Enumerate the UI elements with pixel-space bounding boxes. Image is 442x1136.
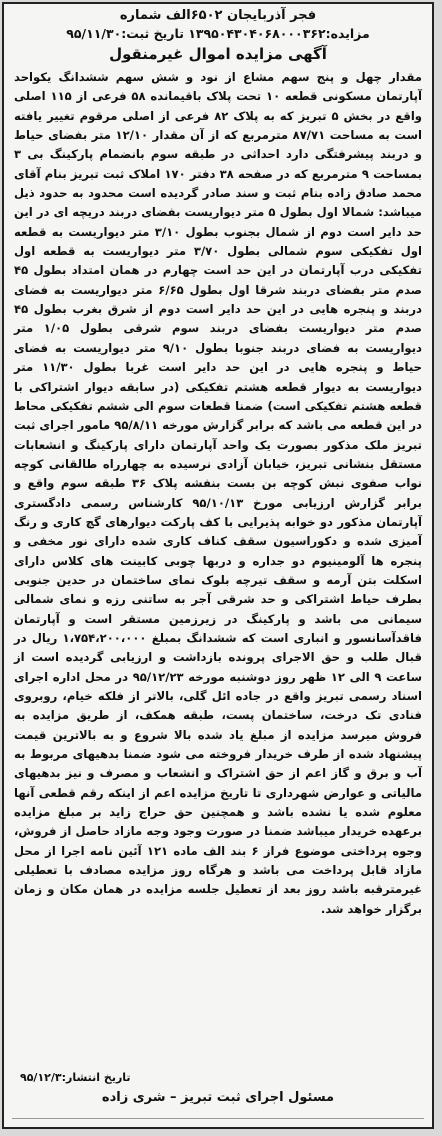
notice-title: آگهی مزایده اموال غیرمنقول	[109, 45, 327, 63]
bottom-divider	[12, 1118, 424, 1119]
auction-number-line: مزایده:۱۳۹۵۰۴۳۰۴۰۶۸۰۰۰۳۶۲ تاریخ ثبت:۹۵/۱۱/۳۰	[66, 26, 370, 41]
publish-date: تاریخ انتشار:۹۵/۱۲/۳	[20, 1071, 131, 1084]
auction-notice-clipping	[2, 2, 434, 1129]
newspaper-issue-line: فجر آذربایجان ۶۵۰۲الف شماره	[119, 8, 317, 23]
signature-line: مسئول اجرای ثبت تبریز – شری زاده	[101, 1090, 335, 1105]
notice-body: مقدار چهل و پنج سهم مشاع از نود و شش سهم ششدانگ یکواحد آپارتمان مسکونی قطعه ۱۰ تحت پلاک باقیمانده ۵۸ فرعی از ۱۱۵ اصلی واقع در بخش ۵ تبریز که به پلاک ۸۲ فرعی از اصلی مرقوم تغییر یافته است به مساحت ۸۷/۷۱ مترمربع که از آن مقدار ۱۲/۱۰ متر بفضای حیاط و دربند پیشرفتگی دارد احداثی در طبقه سوم بانضمام پارکینگ بی ۳ بمساحت ۹ مترمربع که در صفحه ۳۸ دفتر ۱۷۰ املاک ثبت تبریز بنام آقای محمد صادق زاده بنام ثبت و سند صادر گردیده است محدود به حدود ذیل میباشد: شمالا اول بطول ۵ متر دیواریست بفضای دربند دریچه ای در این حد دایر است دوم از شمال بجنوب بطول ۳/۱۰ متر دیواریست به قطعه اول تفکیکی سوم شمالی بطول ۳/۷۰ متر دیواریست به قطعه اول تفکیکی درب آپارتمان در این حد است چهارم در همان امتداد بطول ۴۵ صدم متر بفضای دربند شرقا اول بطول ۶/۶۵ متر دیواریست به فضای دربند و پنجره هایی در این حد دایر است دوم از شرق بغرب بطول ۴۵ صدم متر دیواریست بفضای دربند سوم شرقی بطول ۱/۰۵ متر دیواریست به فضای دربند جنوبا بطول ۹/۱۰ متر دیواریست به فضای حیاط و پنجره هایی در این حد دایر است غربا بطول ۱۱/۳۰ متر دیواریست به دیوار قطعه هشتم تفکیکی (در سابقه دیوار اشتراکی با قطعه هشتم تفکیکی است) ضمنا قطعات سوم الی ششم تفکیکی محاط در این قطعه می باشد که برابر گزارش مورخه ۹۵/۸/۱۱ مامور اجرای ثبت تبریز ملک مذکور بصورت یک واحد آپارتمان دارای پارکینگ و انشعابات مستقل بنشانی تبریز، خیابان آزادی نرسیده به چهارراه طالقانی کوچه نواب صفوی نبش کوچه بن بست بنفشه پلاک ۳۶ طبقه سوم واقع و برابر گزارش ارزیابی مورخ ۹۵/۱۰/۱۳ کارشناس رسمی دادگستری آپارتمان مذکور دو خوابه پذیرایی با کف پارکت دیوارهای گچ کاری و رنگ آمیزی شده و دکوراسیون سقف کناف کاری شده دارای نور مخفی و پنجره ها آلومینیوم دو جداره و دربها چوبی کابینت های کلاس دارای اسکلت بتن آرمه و سقف تیرچه بلوک نمای ساختمان در حدین جنوبی بطرف حیاط اشتراکی و حد شرقی آجر به ساتنی رزه و نمای شمالی سیمانی می باشد و پارکینگ در زیرزمین مستقر است و آپارتمان فاقدآسانسور و انباری است که ششدانگ بمبلغ ۱،۷۵۴،۲۰۰،۰۰۰ ریال در قبال طلب و حق الاجرای پرونده بازداشت و ارزیابی گردیده است از ساعت ۹ الی ۱۲ ظهر روز دوشنبه مورخه ۹۵/۱۲/۲۳ در محل اداره اجرای اسناد رسمی تبریز واقع در جاده ائل گلی، بالاتر از فلکه خیام، روبروی فنادی تک درخت، ساختمان پست، طبقه همکف، از طریق مزایده به فروش میرسد مزایده از مبلغ یاد شده بالا شروع و به بالاترین قیمت پیشنهاد شده از طرف خریدار فروخته می شود ضمنا بدهیهای مربوط به آب و برق و گاز اعم از حق اشتراک و انشعاب و مصرف و نیز بدهیهای مالیاتی و عوارض شهرداری تا تاریخ مزایده اعم از اینکه رقم قطعی آنها معلوم شده یا نشده باشد و همچنین حق حراج زاید بر مبلغ مزایده برعهده خریدار میباشد ضمنا در صورت وجود وجه مازاد حاصل از فروش، وجوه پرداختی موضوع فراز ۶ بند الف ماده ۱۲۱ آئین نامه اجرا از محل مازاد قابل پرداخت می باشد و هرگاه روز مزایده مصادف با تعطیلی غیرمترقبه باشد روز بعد از تعطیل جلسه مزایده در همان مکان و زمان برگزار خواهد شد.	[14, 70, 423, 916]
notice-header	[4, 4, 432, 64]
